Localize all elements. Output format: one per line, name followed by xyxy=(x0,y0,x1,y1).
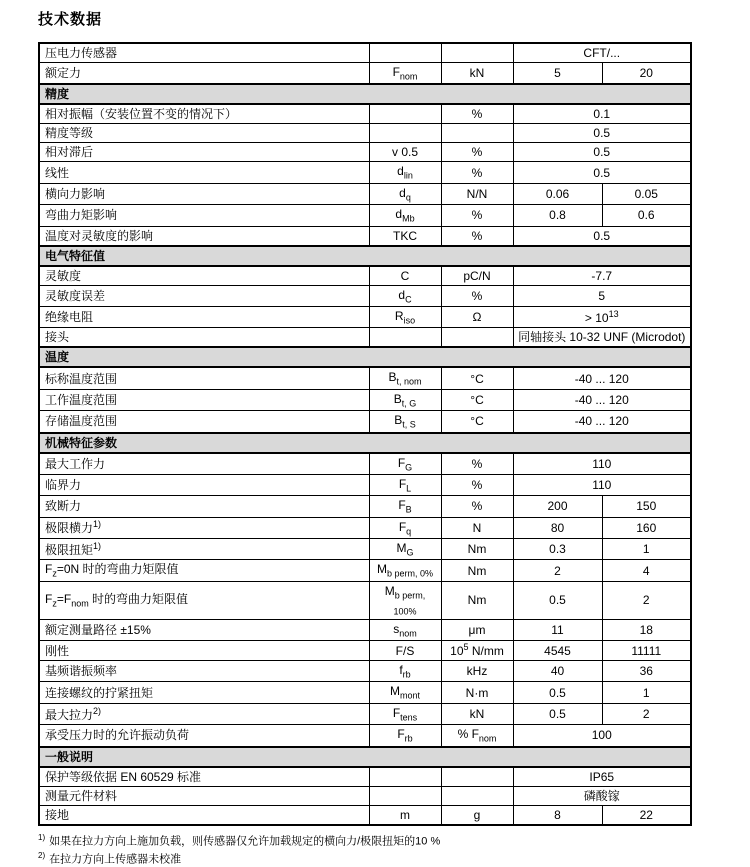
unit-cell: Ω xyxy=(441,306,513,327)
table-row xyxy=(39,682,691,703)
symbol-cell: $d_{lin}$ xyxy=(369,162,441,183)
value-cell: 0.5 xyxy=(513,143,691,162)
section-row xyxy=(39,433,691,453)
param-cell: 弯曲力矩影响 xyxy=(39,205,369,226)
value-cell: 11111 xyxy=(602,641,691,661)
param-cell: 接地 xyxy=(39,805,369,825)
unit-cell xyxy=(441,786,513,805)
symbol-cell: $s_{nom}$ xyxy=(369,619,441,640)
table-row xyxy=(39,539,691,560)
symbol-cell: $d_C$ xyxy=(369,285,441,306)
unit-cell: N·m xyxy=(441,682,513,703)
param-cell: 存储温度范围 xyxy=(39,411,369,433)
value-cell: 0.5 xyxy=(513,226,691,246)
table-row xyxy=(39,143,691,162)
value-cell: 0.05 xyxy=(602,183,691,204)
symbol-cell: $f_{rb}$ xyxy=(369,661,441,682)
unit-cell: g xyxy=(441,805,513,825)
value-cell: 同轴接头 10-32 UNF (Microdot) xyxy=(513,328,691,348)
table-row xyxy=(39,266,691,286)
param-cell: 临界力 xyxy=(39,474,369,495)
unit-cell: pC/N xyxy=(441,266,513,286)
symbol-cell xyxy=(369,43,441,63)
table-row xyxy=(39,474,691,495)
value-cell: -7.7 xyxy=(513,266,691,286)
footnote-mark: 2) xyxy=(38,851,46,861)
table-row xyxy=(39,367,691,389)
unit-cell: % xyxy=(441,474,513,495)
unit-cell xyxy=(441,43,513,63)
footnote xyxy=(38,831,690,849)
table-row xyxy=(39,581,691,619)
param-cell: $F_z=0N$ 时的弯曲力矩限值 xyxy=(39,560,369,581)
table-row xyxy=(39,205,691,226)
value-cell: 110 xyxy=(513,474,691,495)
param-cell: 压电力传感器 xyxy=(39,43,369,63)
value-cell: 160 xyxy=(602,517,691,538)
symbol-cell: $M_G$ xyxy=(369,539,441,560)
footnote xyxy=(38,849,690,867)
value-cell: 0.5 xyxy=(513,162,691,183)
symbol-cell: $F_q$ xyxy=(369,517,441,538)
unit-cell: % $F_{nom}$ xyxy=(441,725,513,747)
param-cell: 最大工作力 xyxy=(39,453,369,475)
value-cell: 磷酸镓 xyxy=(513,786,691,805)
value-cell: 0.3 xyxy=(513,539,602,560)
section-title: 电气特征值 xyxy=(39,246,691,266)
table-row xyxy=(39,703,691,724)
unit-cell: % xyxy=(441,162,513,183)
symbol-cell xyxy=(369,124,441,143)
symbol-cell: $B_{t, S}$ xyxy=(369,411,441,433)
symbol-cell: $M_{b perm, 100\%}$ xyxy=(369,581,441,619)
table-row xyxy=(39,63,691,85)
symbol-cell: $B_{t, G}$ xyxy=(369,389,441,410)
param-cell: 承受压力时的允许振动负荷 xyxy=(39,725,369,747)
param-cell: 相对振幅（安装位置不变的情况下） xyxy=(39,104,369,124)
table-row xyxy=(39,619,691,640)
unit-cell: °C xyxy=(441,411,513,433)
value-cell: 0.5 xyxy=(513,124,691,143)
spec-table xyxy=(38,42,692,826)
unit-cell: % xyxy=(441,205,513,226)
param-cell: 测量元件材料 xyxy=(39,786,369,805)
symbol-cell: $F_B$ xyxy=(369,496,441,517)
value-cell: -40 ... 120 xyxy=(513,367,691,389)
page-title: 技术数据 xyxy=(38,11,103,28)
section-row xyxy=(39,84,691,104)
unit-cell: °C xyxy=(441,367,513,389)
unit-cell: °C xyxy=(441,389,513,410)
value-cell: IP65 xyxy=(513,767,691,787)
symbol-cell: $F_G$ xyxy=(369,453,441,475)
spec-table-body xyxy=(39,43,691,825)
unit-cell: N xyxy=(441,517,513,538)
value-cell: CFT/... xyxy=(513,43,691,63)
table-row xyxy=(39,725,691,747)
value-cell: 0.5 xyxy=(513,581,602,619)
value-cell: 4 xyxy=(602,560,691,581)
value-cell: 8 xyxy=(513,805,602,825)
param-cell: 额定力 xyxy=(39,63,369,85)
unit-cell xyxy=(441,328,513,348)
symbol-cell: $F_{rb}$ xyxy=(369,725,441,747)
table-row xyxy=(39,183,691,204)
table-row xyxy=(39,453,691,475)
symbol-cell: $M_{mont}$ xyxy=(369,682,441,703)
param-cell: 灵敏度 xyxy=(39,266,369,286)
unit-cell: kHz xyxy=(441,661,513,682)
value-cell: 2 xyxy=(513,560,602,581)
symbol-cell: $M_{b perm, 0\%}$ xyxy=(369,560,441,581)
symbol-cell: $d_{Mb}$ xyxy=(369,205,441,226)
value-cell: 20 xyxy=(602,63,691,85)
value-cell: 18 xyxy=(602,619,691,640)
value-cell: 110 xyxy=(513,453,691,475)
value-cell: 1 xyxy=(602,682,691,703)
footnote-text: 在拉力方向上传感器未校准 xyxy=(49,853,182,866)
table-row xyxy=(39,767,691,787)
unit-cell: % xyxy=(441,285,513,306)
param-cell: 灵敏度误差 xyxy=(39,285,369,306)
symbol-cell xyxy=(369,786,441,805)
table-row xyxy=(39,786,691,805)
unit-cell: Nm xyxy=(441,539,513,560)
unit-cell: % xyxy=(441,226,513,246)
symbol-cell: v 0.5 xyxy=(369,143,441,162)
value-cell: 0.06 xyxy=(513,183,602,204)
symbol-cell: $R_{iso}$ xyxy=(369,306,441,327)
value-cell: 0.5 xyxy=(513,703,602,724)
param-cell: 保护等级依据 EN 60529 标准 xyxy=(39,767,369,787)
unit-cell: Nm xyxy=(441,581,513,619)
value-cell: -40 ... 120 xyxy=(513,389,691,410)
symbol-cell: $F_{tens}$ xyxy=(369,703,441,724)
param-cell: 基频谐振频率 xyxy=(39,661,369,682)
symbol-cell: F/S xyxy=(369,641,441,661)
symbol-cell: m xyxy=(369,805,441,825)
table-row xyxy=(39,226,691,246)
unit-cell xyxy=(441,767,513,787)
table-row xyxy=(39,560,691,581)
symbol-cell: TKC xyxy=(369,226,441,246)
unit-cell xyxy=(441,124,513,143)
value-cell: 200 xyxy=(513,496,602,517)
value-cell: 2 xyxy=(602,703,691,724)
param-cell: 额定测量路径 ±15% xyxy=(39,619,369,640)
param-cell: 线性 xyxy=(39,162,369,183)
unit-cell: % xyxy=(441,104,513,124)
unit-cell: $10^5$ N/mm xyxy=(441,641,513,661)
param-cell: 刚性 xyxy=(39,641,369,661)
param-cell: 温度对灵敏度的影响 xyxy=(39,226,369,246)
param-cell: 精度等级 xyxy=(39,124,369,143)
unit-cell: % xyxy=(441,143,513,162)
symbol-cell: $F_L$ xyxy=(369,474,441,495)
value-cell: 40 xyxy=(513,661,602,682)
unit-cell: N/N xyxy=(441,183,513,204)
footnote-mark: 1) xyxy=(38,832,46,842)
section-row xyxy=(39,747,691,767)
table-row xyxy=(39,306,691,327)
symbol-cell: $d_q$ xyxy=(369,183,441,204)
param-cell: 标称温度范围 xyxy=(39,367,369,389)
value-cell: 0.8 xyxy=(513,205,602,226)
table-row xyxy=(39,162,691,183)
value-cell: 0.1 xyxy=(513,104,691,124)
table-row xyxy=(39,389,691,410)
table-row xyxy=(39,328,691,348)
unit-cell: kN xyxy=(441,63,513,85)
table-row xyxy=(39,411,691,433)
param-cell: $F_z=F_{nom}$ 时的弯曲力矩限值 xyxy=(39,581,369,619)
symbol-cell xyxy=(369,104,441,124)
value-cell: 1 xyxy=(602,539,691,560)
section-row xyxy=(39,246,691,266)
param-cell: 接头 xyxy=(39,328,369,348)
section-title: 精度 xyxy=(39,84,691,104)
param-cell: 连接螺纹的拧紧扭矩 xyxy=(39,682,369,703)
symbol-cell: C xyxy=(369,266,441,286)
unit-cell: % xyxy=(441,496,513,517)
value-cell: > $10^{13}$ xyxy=(513,306,691,327)
symbol-cell xyxy=(369,767,441,787)
value-cell: -40 ... 120 xyxy=(513,411,691,433)
table-row xyxy=(39,661,691,682)
value-cell: 5 xyxy=(513,63,602,85)
table-row xyxy=(39,104,691,124)
param-cell: 相对滞后 xyxy=(39,143,369,162)
value-cell: 11 xyxy=(513,619,602,640)
table-row xyxy=(39,805,691,825)
param-cell: 最大拉力$^{2)}$ xyxy=(39,703,369,724)
section-title: 温度 xyxy=(39,347,691,367)
value-cell: 36 xyxy=(602,661,691,682)
table-row xyxy=(39,517,691,538)
value-cell: 5 xyxy=(513,285,691,306)
symbol-cell: $B_{t, nom}$ xyxy=(369,367,441,389)
table-row xyxy=(39,496,691,517)
footnotes xyxy=(38,831,690,867)
table-row xyxy=(39,285,691,306)
param-cell: 极限横力$^{1)}$ xyxy=(39,517,369,538)
table-row xyxy=(39,124,691,143)
table-row xyxy=(39,641,691,661)
param-cell: 致断力 xyxy=(39,496,369,517)
section-title: 一般说明 xyxy=(39,747,691,767)
symbol-cell xyxy=(369,328,441,348)
symbol-cell: $F_{nom}$ xyxy=(369,63,441,85)
param-cell: 横向力影响 xyxy=(39,183,369,204)
unit-cell: kN xyxy=(441,703,513,724)
section-title: 机械特征参数 xyxy=(39,433,691,453)
value-cell: 100 xyxy=(513,725,691,747)
param-cell: 绝缘电阻 xyxy=(39,306,369,327)
unit-cell: μm xyxy=(441,619,513,640)
value-cell: 4545 xyxy=(513,641,602,661)
section-row xyxy=(39,347,691,367)
value-cell: 22 xyxy=(602,805,691,825)
unit-cell: Nm xyxy=(441,560,513,581)
value-cell: 0.6 xyxy=(602,205,691,226)
value-cell: 2 xyxy=(602,581,691,619)
unit-cell: % xyxy=(441,453,513,475)
param-cell: 极限扭矩$^{1)}$ xyxy=(39,539,369,560)
param-cell: 工作温度范围 xyxy=(39,389,369,410)
value-cell: 0.5 xyxy=(513,682,602,703)
table-row xyxy=(39,43,691,63)
footnote-text: 如果在拉力方向上施加负载，则传感器仅允许加载规定的横向力/极限扭矩的10 % xyxy=(49,835,441,848)
value-cell: 150 xyxy=(602,496,691,517)
value-cell: 80 xyxy=(513,517,602,538)
